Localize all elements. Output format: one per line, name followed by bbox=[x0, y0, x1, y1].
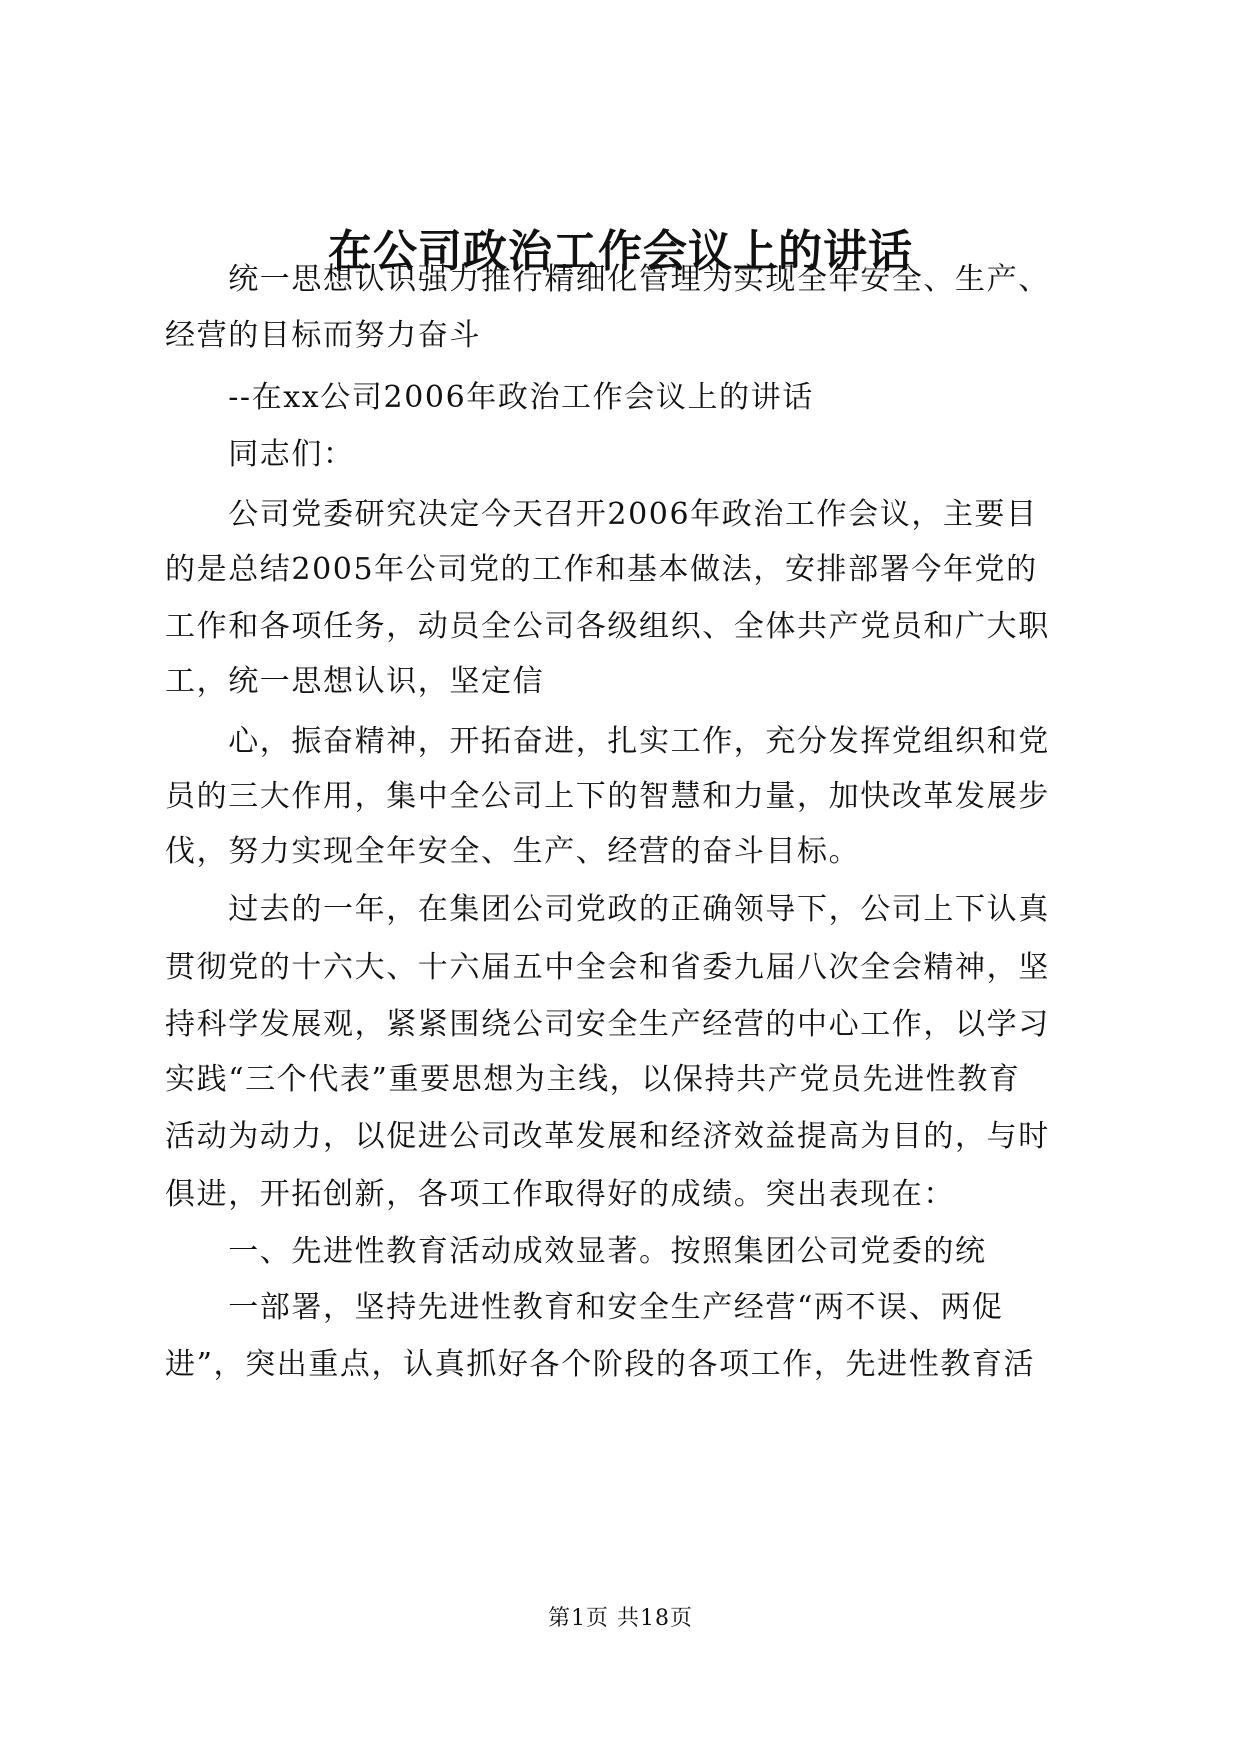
page-number-footer: 第1页 共18页 bbox=[548, 1606, 693, 1631]
text-line: 心，振奋精神，开拓奋进，扎实工作，充分发挥党组织和党 bbox=[165, 724, 1050, 759]
text-line: 一、先进性教育活动成效显著。按照集团公司党委的统 bbox=[165, 1234, 987, 1269]
text-line: 伐，努力实现全年安全、生产、经营的奋斗目标。 bbox=[165, 834, 861, 869]
text-line: 经营的目标而努力奋斗 bbox=[165, 318, 481, 353]
text-line: 一部署，坚持先进性教育和安全生产经营“两不误、两促 bbox=[165, 1290, 1004, 1325]
text-line: 员的三大作用，集中全公司上下的智慧和力量，加快改革发展步 bbox=[165, 779, 1050, 814]
text-line: 俱进，开拓创新，各项工作取得好的成绩。突出表现在： bbox=[165, 1177, 955, 1212]
document-title: 在公司政治工作会议上的讲话 bbox=[328, 226, 913, 277]
text-line: 的是总结2005年公司党的工作和基本做法，安排部署今年党的 bbox=[165, 552, 1038, 587]
text-line: 统一思想认识强力推行精细化管理为实现全年安全、生产、 bbox=[165, 262, 1050, 297]
text-line: 进”，突出重点，认真抓好各个阶段的各项工作，先进性教育活 bbox=[165, 1347, 1036, 1382]
text-line: 贯彻党的十六大、十六届五中全会和省委九届八次全会精神，坚 bbox=[165, 950, 1050, 985]
text-line: 过去的一年，在集团公司党政的正确领导下，公司上下认真 bbox=[165, 892, 1050, 927]
text-line: 同志们： bbox=[165, 437, 355, 472]
text-line: 工作和各项任务，动员全公司各级组织、全体共产党员和广大职 bbox=[165, 609, 1050, 644]
text-line: 公司党委研究决定今天召开2006年政治工作会议，主要目 bbox=[165, 497, 1038, 532]
text-line: 工，统一思想认识，坚定信 bbox=[165, 664, 545, 699]
text-line: 活动为动力，以促进公司改革发展和经济效益提高为目的，与时 bbox=[165, 1119, 1050, 1154]
text-line: 持科学发展观，紧紧围绕公司安全生产经营的中心工作，以学习 bbox=[165, 1007, 1050, 1042]
text-line: --在xx公司2006年政治工作会议上的讲话 bbox=[165, 380, 814, 415]
text-line: 实践“三个代表”重要思想为主线，以保持共产党员先进性教育 bbox=[165, 1062, 1021, 1097]
